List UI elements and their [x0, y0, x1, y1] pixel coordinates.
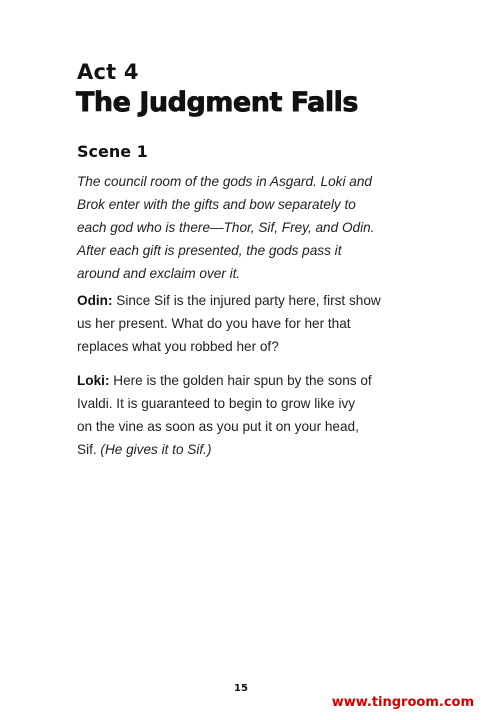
stage-direction-line: After each gift is presented, the gods pass it [77, 243, 342, 258]
dialogue-text: Sif. [77, 442, 101, 457]
loki-speech [77, 369, 417, 461]
stage-direction-line: each god who is there—Thor, Sif, Frey, and Odin. [77, 220, 375, 235]
act-label: Act 4 [77, 60, 139, 84]
page-number: 15 [234, 683, 248, 694]
dialogue-line: Ivaldi. It is guaranteed to begin to grow like ivy [77, 396, 356, 411]
stage-direction [77, 170, 417, 285]
dialogue-text: Here is the golden hair spun by the sons of [109, 373, 372, 388]
stage-direction-line: Brok enter with the gifts and bow separately to [77, 197, 356, 212]
inline-stage-direction: (He gives it to Sif.) [100, 442, 212, 457]
dialogue-line [77, 438, 417, 461]
watermark-text: www.tingroom.com [331, 695, 474, 710]
dialogue-line: us her present. What do you have for her that [77, 316, 351, 331]
act-title: The Judgment Falls [76, 87, 358, 118]
stage-direction-line: The council room of the gods in Asgard. Loki and [77, 174, 372, 189]
scene-label: Scene 1 [77, 142, 148, 161]
dialogue-line: replaces what you robbed her of? [77, 339, 279, 354]
dialogue-line: on the vine as soon as you put it on your head, [77, 419, 359, 434]
speaker-name-odin: Odin: [77, 293, 113, 308]
dialogue-line [77, 289, 417, 312]
speaker-name-loki: Loki: [77, 373, 110, 388]
dialogue-line [77, 369, 417, 392]
dialogue-text: Since Sif is the injured party here, first show [112, 293, 381, 308]
odin-speech [77, 289, 417, 358]
stage-direction-line: around and exclaim over it. [77, 266, 241, 281]
